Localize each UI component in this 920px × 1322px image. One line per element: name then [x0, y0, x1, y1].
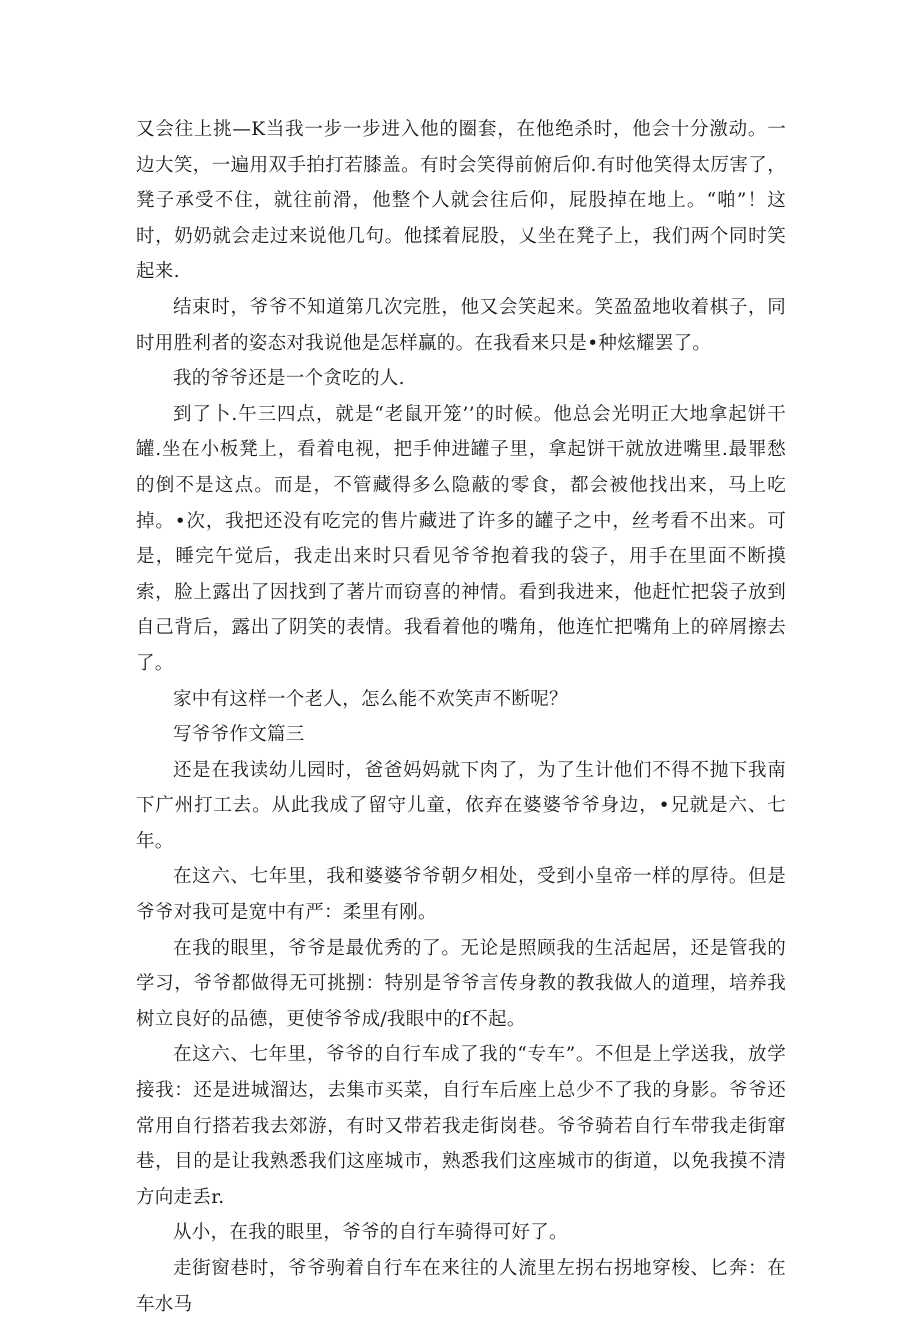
paragraph-7: 还是在我读幼儿园时，爸爸妈妈就下肉了，为了生计他们不得不抛下我南下广州打工去。从此我成了留守儿童，依弃在婆婆爷爷身边，•兄就是六、七年。 [136, 759, 786, 852]
paragraph-2: 结束时，爷爷不知道第几次完胜，他又会笑起来。笑盈盈地收着棋子，同时用胜利者的姿态对我说他是怎样赢的。在我看来只是•种炫耀罢了。 [136, 296, 786, 354]
paragraph-1: 又会往上挑—K当我一步一步进入他的圈套，在他绝杀时，他会十分激动。一边大笑，一遍用双手拍打若膝盖。有时会笑得前俯后仰.有时他笑得太厉害了，凳子承受不住，就往前滑，他整个人就会往后仰，屁股掉在地上。“啪”！这时，奶奶就会走过来说他几句。他揉着屁股，乂坐在凳子上，我们两个同时笑起来. [136, 119, 786, 283]
document-body [136, 112, 786, 1322]
paragraph-10: 在这六、七年里，爷爷的自行车成了我的“专车”。不但是上学送我，放学接我：还是进城溜达，去集市买菜，自行车后座上总少不了我的身影。爷爷还常用自行搭若我去郊游，有时又带若我走街岗巷。爷爷骑若自行车带我走街窜巷，目的是让我熟悉我们这座城市，熟悉我们这座城市的街道，以免我摸不清方向走丢r. [136, 1044, 786, 1208]
paragraph-9: 在我的眼里，爷爷是最优秀的了。无论是照顾我的生活起居，还是管我的学习，爷爷都做得无可挑捌：特别是爷爷言传身教的教我做人的道理，培养我树立良好的品德，更使爷爷成/我眼中的f不起。 [136, 937, 786, 1030]
section-heading: 写爷爷作文篇三 [173, 724, 305, 746]
paragraph-8: 在这六、七年里，我和婆婆爷爷朝夕相处，受到小皇帝一样的厚待。但是爷爷对我可是宽中有严：柔里有刚。 [136, 866, 786, 924]
paragraph-12: 走街窗巷时，爷爷驹着自行车在来往的人流里左拐右拐地穿梭、匕奔：在车水马 [136, 1258, 786, 1315]
paragraph-5: 家中有这样一个老人，怎么能不欢笑声不断呢？ [173, 688, 568, 710]
paragraph-4: 到了卜.午三四点，就是“老鼠开笼’’的时候。他总会光明正大地拿起饼干罐.坐在小板凳上，看着电视，把手伸进罐子里，拿起饼干就放进嘴里.最罪愁的倒不是这点。而是，不管藏得多么隐蔽的零食，都会被他找出来，马上吃掉。•次，我把还没有吃完的售片藏进了许多的罐子之中，丝考看不出来。可是，睡完午觉后，我走出来时只看见爷爷抱着我的袋子，用手在里面不断摸索，脸上露出了因找到了著片而窃喜的神情。看到我进来，他赶忙把袋子放到自己背后，露出了阴笑的表情。我看着他的嘴角，他连忙把嘴角上的碎屑擦去了。 [136, 403, 786, 674]
paragraph-3: 我的爷爷还是一个贪吃的人. [173, 368, 405, 390]
paragraph-11: 从小，在我的眼里，爷爷的自行车骑得可好了。 [173, 1222, 568, 1244]
